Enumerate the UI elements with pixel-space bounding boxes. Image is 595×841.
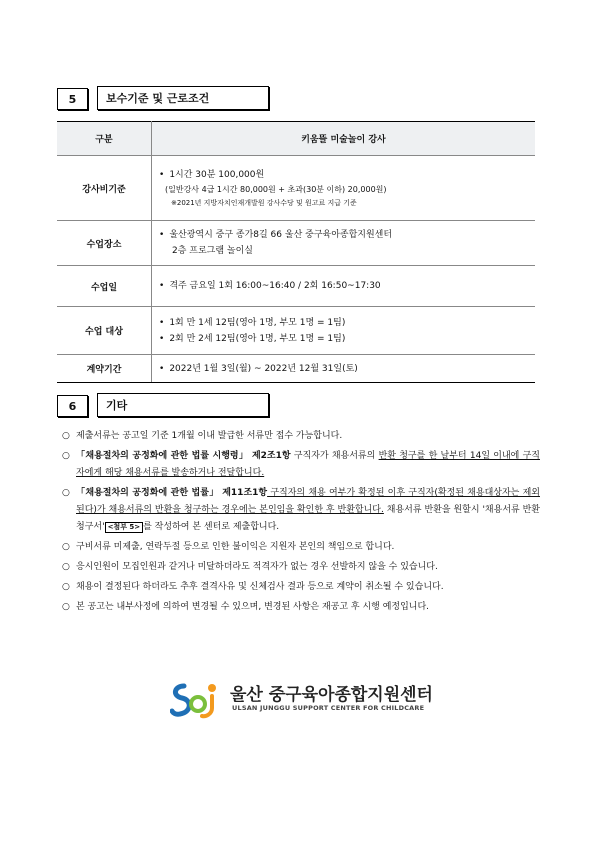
center-name-english: ULSAN JUNGGU SUPPORT CENTER FOR CHILDCARE (232, 704, 425, 712)
section-5-title: 보수기준 및 근로조건 (97, 86, 269, 110)
bullet-circle: ○ (62, 582, 70, 592)
bullet-circle: ○ (62, 451, 70, 461)
row-label-period: 계약기간 (57, 355, 152, 383)
list-item (62, 539, 540, 556)
list-item (62, 559, 540, 576)
note-text: 응시인원이 모집인원과 같거나 미달하더라도 적격자가 없는 경우 선발하지 않을 수 있습니다. (76, 562, 438, 572)
note-text: 구비서류 미제출, 연락두절 등으로 인한 불이익은 지원자 본인의 책임으로 합니다. (76, 542, 395, 552)
bullet-circle: ○ (62, 431, 70, 441)
list-item (62, 579, 540, 596)
fee-detail: (일반강사 4급 1시간 80,000원 + 초과(30분 이하) 20,000원) (165, 185, 387, 194)
table-row (57, 156, 535, 221)
header-category: 구분 (57, 122, 152, 156)
list-item (62, 599, 540, 616)
row-value-place (152, 221, 536, 266)
bullet-circle: ○ (62, 488, 70, 498)
contract-period: • 2022년 1월 3일(월) ~ 2022년 12월 31일(토) (159, 361, 535, 377)
center-name: 울산 중구육아종합지원센터 (230, 685, 433, 705)
header-position: 키움뜰 미술놀이 강사 (152, 122, 536, 156)
other-notes-list (62, 428, 540, 619)
table-row (57, 307, 535, 355)
day-schedule: • 격주 금요일 1회 16:00~16:40 / 2회 16:50~17:30 (159, 278, 535, 294)
row-value-target (152, 307, 536, 355)
work-conditions-table (57, 121, 535, 383)
place-address: • 울산광역시 중구 종가8길 66 울산 중구육아종합지원센터 (159, 227, 535, 243)
law-reference: 「채용절차의 공정화에 관한 법률 시행령」 제2조1항 (76, 451, 291, 461)
table-row (57, 266, 535, 307)
note-text (76, 485, 540, 536)
note-fragment: 구직자가 채용서류의 (290, 451, 379, 461)
section-6-number: 6 (57, 395, 88, 417)
row-label-fee: 강사비기준 (57, 156, 152, 221)
table-header-row (57, 122, 535, 156)
row-value-day (152, 266, 536, 307)
note-underlined: 반환 청구를 한 날부터 14일 이내에 구직자에게 해당 채용서류를 발송하거나 전달합니다. (76, 451, 540, 478)
note-fragment: 구직자의 채용 여부가 확정된 이후 구직자 (267, 488, 435, 498)
fee-main: • 1시간 30분 100,000원 (159, 167, 535, 183)
note-text (76, 448, 540, 482)
attachment-tag: <첨부 5> (105, 522, 144, 533)
section-6-title: 기타 (97, 393, 269, 417)
note-fragment: 를 작성하여 본 센터로 제출합니다. (143, 522, 280, 532)
target-session-1: • 1회 만 1세 12팀(영아 1명, 부모 1명 = 1팀) (159, 315, 535, 331)
list-item (62, 448, 540, 482)
list-item (62, 485, 540, 536)
place-room: 2층 프로그램 놀이실 (172, 246, 254, 256)
note-underlined: (확정된 채용대상자는 제외된다)가 채용서류의 반환을 청구하는 경우에는 본인임을 확인한 후 반환합니다. (76, 488, 540, 515)
note-text: 채용이 결정된다 하더라도 추후 결격사유 및 신체검사 결과 등으로 계약이 취소될 수 있습니다. (76, 582, 444, 592)
row-label-target: 수업 대상 (57, 307, 152, 355)
bullet-circle: ○ (62, 602, 70, 612)
row-label-day: 수업일 (57, 266, 152, 307)
law-reference: 「채용절차의 공정화에 관한 법률」 제11조1항 (76, 488, 268, 498)
note-text: 제출서류는 공고일 기준 1개월 이내 발급한 서류만 접수 가능합니다. (76, 431, 343, 441)
row-label-place: 수업장소 (57, 221, 152, 266)
note-text: 본 공고는 내부사정에 의하여 변경될 수 있으며, 변경된 사항은 재공고 후 시행 예정입니다. (76, 602, 430, 612)
section-5-number: 5 (57, 88, 88, 110)
bullet-circle: ○ (62, 562, 70, 572)
table-row (57, 221, 535, 266)
table-row (57, 355, 535, 383)
note-fragment: 채용서류 반환을 원할시 '채용서류 반환청구서' (76, 505, 541, 532)
target-session-2: • 2회 만 2세 12팀(영아 1명, 부모 1명 = 1팀) (159, 331, 535, 347)
row-value-period (152, 355, 536, 383)
bullet-circle: ○ (62, 542, 70, 552)
list-item (62, 428, 540, 445)
center-logo-icon (170, 680, 222, 720)
fee-note: ※2021년 지방자치인재개발원 강사수당 및 원고료 지급 기준 (171, 199, 357, 207)
center-logo (170, 680, 440, 720)
row-value-fee (152, 156, 536, 221)
